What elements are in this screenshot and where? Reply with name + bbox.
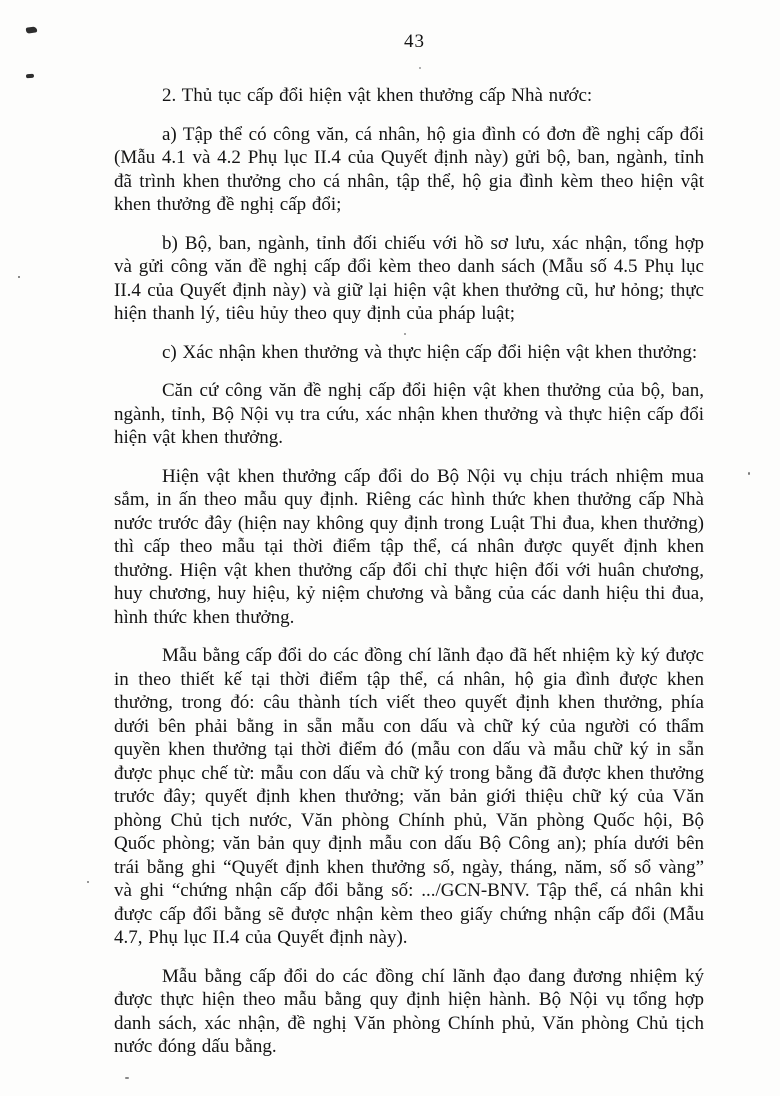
scan-artifact-speck bbox=[419, 67, 421, 69]
scan-artifact-speck bbox=[26, 26, 38, 33]
page-number: 43 bbox=[404, 31, 425, 52]
paragraph-certificate-current-leaders: Mẫu bằng cấp đổi do các đồng chí lãnh đạo đang đương nhiệm ký được thực hiện theo mẫu bằng quy định hiện hành. Bộ Nội vụ tổng hợp danh sách, xác nhận, đề nghị Văn phòng Chính phủ, Văn phòng Chủ tịch nước đóng dấu bằng. bbox=[114, 965, 704, 1057]
paragraph-item-a: a) Tập thể có công văn, cá nhân, hộ gia đình có đơn đề nghị cấp đổi (Mẫu 4.1 và 4.2 Phụ lục II.4 của Quyết định này) gửi bộ, ban, ngành, tỉnh đã trình khen thưởng cho cá nhân, tập thể, hộ gia đình kèm theo hiện vật khen thưởng đề nghị cấp đổi; bbox=[114, 123, 704, 215]
scan-artifact-speck bbox=[26, 74, 34, 79]
scan-artifact-speck bbox=[18, 276, 20, 278]
scan-artifact-speck bbox=[87, 881, 89, 883]
paragraph-basis: Căn cứ công văn đề nghị cấp đổi hiện vật khen thưởng của bộ, ban, ngành, tỉnh, Bộ Nội vụ tra cứu, xác nhận khen thưởng và thực hiện cấp đổi hiện vật khen thưởng. bbox=[114, 380, 704, 448]
document-body bbox=[114, 84, 704, 1059]
scan-artifact-speck bbox=[748, 472, 750, 475]
paragraph-item-c: c) Xác nhận khen thưởng và thực hiện cấp đổi hiện vật khen thưởng: bbox=[162, 341, 698, 363]
paragraph-certificate-former-leaders: Mẫu bằng cấp đổi do các đồng chí lãnh đạo đã hết nhiệm kỳ ký được in theo thiết kế tại thời điểm tập thể, cá nhân, hộ gia đình được khen thưởng, trong đó: câu thành tích viết theo quyết định khen thưởng, phía dưới bên phải bằng in sẵn mẫu con dấu và chữ ký của người có thẩm quyền khen thưởng tại thời điểm đó (mẫu con dấu và mẫu chữ ký in sẵn được phục chế từ: mẫu con dấu và chữ ký trong bằng đã được khen thưởng trước đây; quyết định khen thưởng; văn bản giới thiệu chữ ký của Văn phòng Chủ tịch nước, Văn phòng Chính phủ, Văn phòng Quốc hội, Bộ Quốc phòng; văn bản quy định mẫu con dấu Bộ Công an); phía dưới bên trái bằng ghi “Quyết định khen thưởng số, ngày, tháng, năm, số sổ vàng” và ghi “chứng nhận cấp đổi bằng số: .../GCN-BNV. Tập thể, cá nhân khi được cấp đổi bằng sẽ được nhận kèm theo giấy chứng nhận cấp đổi (Mẫu 4.7, Phụ lục II.4 của Quyết định này). bbox=[114, 645, 704, 948]
paragraph-procedure-heading: 2. Thủ tục cấp đổi hiện vật khen thưởng cấp Nhà nước: bbox=[162, 85, 593, 106]
scan-artifact-speck bbox=[125, 1077, 129, 1079]
scan-artifact-speck bbox=[404, 333, 406, 335]
paragraph-item-b: b) Bộ, ban, ngành, tỉnh đối chiếu với hồ sơ lưu, xác nhận, tổng hợp và gửi công văn đề nghị cấp đổi kèm theo danh sách (Mẫu số 4.5 Phụ lục II.4 của Quyết định này) và giữ lại hiện vật khen thưởng cũ, hư hỏng; thực hiện thanh lý, tiêu hủy theo quy định của pháp luật; bbox=[114, 232, 704, 324]
paragraph-material-rules: Hiện vật khen thưởng cấp đổi do Bộ Nội vụ chịu trách nhiệm mua sắm, in ấn theo mẫu quy định. Riêng các hình thức khen thưởng cấp Nhà nước trước đây (hiện nay không quy định trong Luật Thi đua, khen thưởng) thì cấp theo mẫu tại thời điểm tập thể, cá nhân được quyết định khen thưởng. Hiện vật khen thưởng cấp đổi chỉ thực hiện đối với huân chương, huy chương, huy hiệu, kỷ niệm chương và bằng của các danh hiệu thi đua, hình thức khen thưởng. bbox=[114, 465, 704, 628]
